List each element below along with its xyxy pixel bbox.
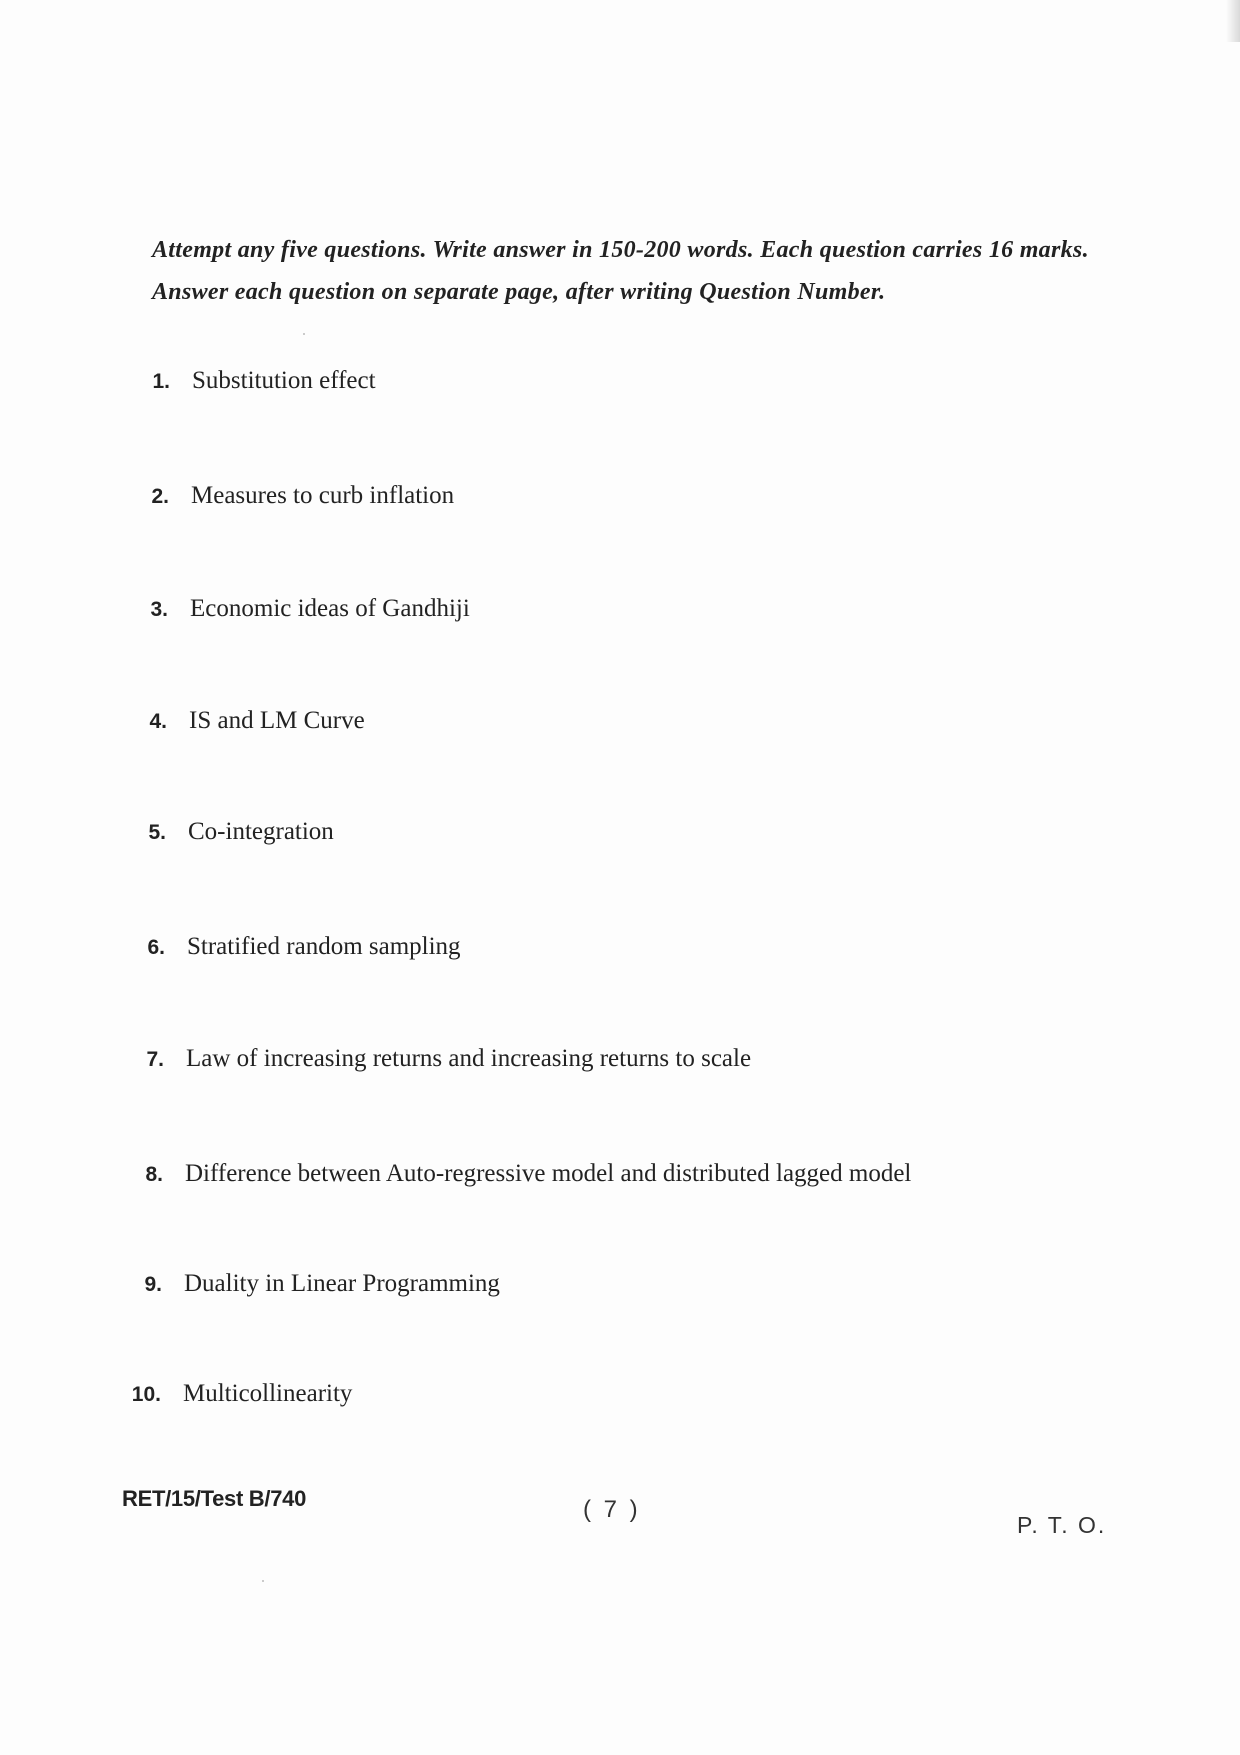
- question-text: IS and LM Curve: [189, 707, 365, 734]
- list-item: [120, 595, 470, 623]
- instructions: Attempt any five questions. Write answer in 150-200 words. Each question carries 16 marks. Answer each question on separate page, after writing Question Number.: [152, 237, 1089, 305]
- question-text: Substitution effect: [192, 367, 376, 394]
- list-item: [113, 1380, 352, 1408]
- paper-code: RET/15/Test B/740: [122, 1486, 307, 1511]
- question-number: 3.: [150, 598, 168, 621]
- list-item: [118, 818, 334, 846]
- scan-speck: [262, 1580, 264, 1582]
- list-item: [115, 1160, 911, 1188]
- page-number: ( 7 ): [583, 1496, 641, 1523]
- list-item: [121, 482, 454, 510]
- list-item: [122, 367, 376, 395]
- question-number: 9.: [144, 1273, 162, 1296]
- question-text: Economic ideas of Gandhiji: [190, 595, 470, 622]
- list-item: [119, 707, 365, 735]
- list-item: [116, 1045, 751, 1073]
- question-text: Law of increasing returns and increasing returns to scale: [186, 1045, 752, 1072]
- question-text: Co-integration: [188, 818, 334, 845]
- question-text: Stratified random sampling: [187, 933, 461, 960]
- question-text: Difference between Auto-regressive model and distributed lagged model: [185, 1160, 912, 1187]
- question-number: 2.: [151, 485, 169, 508]
- question-text: Duality in Linear Programming: [184, 1270, 500, 1297]
- question-number: 5.: [148, 821, 166, 844]
- please-turn-over: P. T. O.: [1017, 1512, 1107, 1538]
- question-number: 1.: [152, 370, 170, 393]
- list-item: [114, 1270, 500, 1298]
- question-text: Multicollinearity: [183, 1380, 353, 1407]
- question-number: 6.: [147, 936, 165, 959]
- question-text: Measures to curb inflation: [191, 482, 455, 509]
- question-number: 10.: [131, 1383, 161, 1406]
- question-number: 8.: [145, 1163, 163, 1186]
- question-number: 7.: [146, 1048, 164, 1071]
- list-item: [117, 933, 461, 961]
- question-number: 4.: [149, 710, 167, 733]
